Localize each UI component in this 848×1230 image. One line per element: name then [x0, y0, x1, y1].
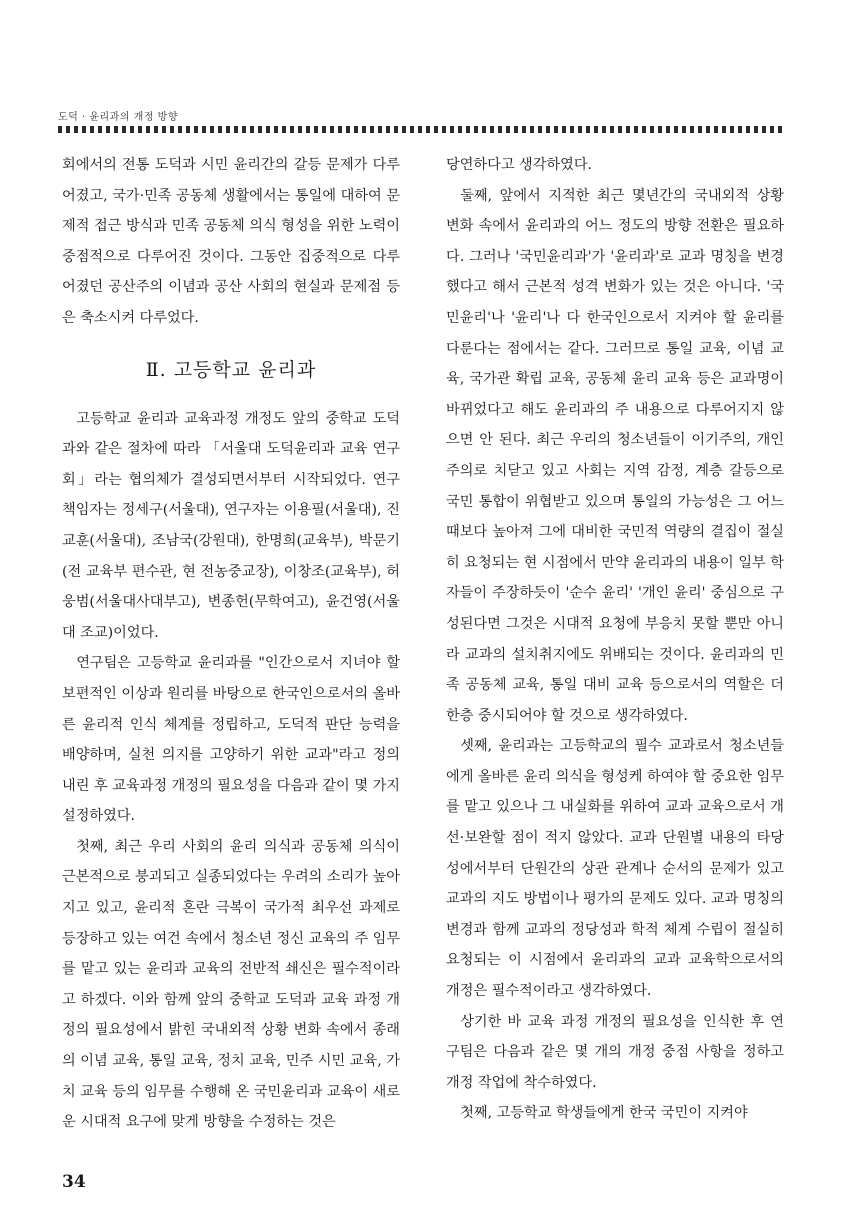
dotted-header-rule [58, 126, 786, 133]
section-heading: Ⅱ. 고등학교 윤리과 [145, 358, 317, 381]
left-paragraph-4: 첫째, 최근 우리 사회의 윤리 의식과 공동체 의식이 근본적으로 붕괴되고 실종되었다는 우려의 소리가 높아지고 있고, 윤리적 혼란 극복이 국가적 최우선 과제로 등장하고 있는 여건 속에서 청소년 정신 교육의 주 임무를 맡고 있는 윤리과 교육의 전반적 쇄신은 필수적이라고 하겠다. 이와 함께 앞의 중학교 도덕과 교육 과정 개정의 필요성에서 밝힌 국내외적 상황 변화 속에서 종래의 이념 교육, 통일 교육, 정치 교육, 민주 시민 교육, 가치 교육 등의 임무를 수행해 온 국민윤리과 교육이 새로운 시대적 요구에 맞게 방향을 수정하는 것은 [62, 838, 400, 1131]
right-paragraph-2: 둘째, 앞에서 지적한 최근 몇년간의 국내외적 상황 변화 속에서 윤리과의 어느 정도의 방향 전환은 필요하다. 그러나 '국민윤리과'가 '윤리과'로 교과 명칭을 변경했다고 해서 근본적 성격 변화가 있는 것은 아니다. '국민윤리'나 '윤리'나 다 한국인으로서 지켜야 할 윤리를 다룬다는 점에서는 같다. 그러므로 통일 교육, 이념 교육, 국가관 확립 교육, 공동체 윤리 교육 등은 교과명이 바뀌었다고 해도 윤리과의 주 내용으로 다루어지지 않으면 안 된다. 최근 우리의 청소년들이 이기주의, 개인주의로 치닫고 있고 사회는 지역 감정, 계층 갈등으로 국민 통합이 위협받고 있으며 통일의 가능성은 그 어느 때보다 높아져 그에 대비한 국민적 역량의 결집이 절실히 요청되는 현 시점에서 만약 윤리과의 내용이 일부 학자들이 주장하듯이 '순수 윤리' '개인 윤리' 중심으로 구성된다면 그것은 시대적 요청에 부응치 못할 뿐만 아니라 교과의 설치취지에도 위배되는 것이다. 윤리과의 민족 공동체 교육, 통일 대비 교육 등으로서의 역할은 더 한층 중시되어야 할 것으로 생각하였다. [446, 187, 784, 724]
left-paragraph-2: 고등학교 윤리과 교육과정 개정도 앞의 중학교 도덕과와 같은 절차에 따라 「서울대 도덕윤리과 교육 연구회」라는 협의체가 결성되면서부터 시작되었다. 연구 책임자는 정세구(서울대), 연구자는 이용필(서울대), 진교훈(서울대), 조남국(강원대), 한명희(교육부), 박문기(전 교육부 편수관, 현 전농중교장), 이창조(교육부), 허웅범(서울대사대부고), 변종헌(무학여고), 윤건영(서울대 조교)이었다. [62, 410, 400, 641]
left-paragraph-1: 회에서의 전통 도덕과 시민 윤리간의 갈등 문제가 다루어졌고, 국가·민족 공동체 생활에서는 통일에 대하여 문제적 접근 방식과 민족 공동체 의식 형성을 위한 노력이 중점적으로 다루어진 것이다. 그동안 집중적으로 다루어졌던 공산주의 이념과 공산 사회의 현실과 문제점 등은 축소시켜 다루었다. [62, 157, 400, 326]
right-paragraph-5: 첫째, 고등학교 학생들에게 한국 국민이 지켜야 [460, 1105, 748, 1122]
page-number: 34 [62, 1172, 86, 1192]
right-paragraph-4: 상기한 바 교육 과정 개정의 필요성을 인식한 후 연구팀은 다음과 같은 몇 개의 개정 중점 사항을 정하고 개정 작업에 착수하였다. [446, 1013, 784, 1091]
right-paragraph-3: 셋째, 윤리과는 고등학교의 필수 교과로서 청소년들에게 올바른 윤리 의식을 형성케 하여야 할 중요한 임무를 맡고 있으나 그 내실화를 위하여 교과 교육으로서 개선·보완할 점이 적지 않았다. 교과 단원별 내용의 타당성에서부터 단원간의 상관 관계나 순서의 문제가 있고 교과의 지도 방법이나 평가의 문제도 있다. 교과 명칭의 변경과 함께 교과의 정당성과 학적 체계 수립이 절실히 요청되는 이 시점에서 윤리과의 교과 교육학으로서의 개정은 필수적이라고 생각하였다. [446, 738, 784, 1000]
left-column [62, 150, 400, 1138]
right-column [446, 150, 784, 1129]
running-header: 도덕 · 윤리과의 개정 방향 [58, 112, 178, 123]
right-paragraph-1: 당연하다고 생각하였다. [446, 157, 593, 173]
left-paragraph-3: 연구팀은 고등학교 윤리과를 "인간으로서 지녀야 할 보편적인 이상과 원리를 바탕으로 한국인으로서의 올바른 윤리적 인식 체계를 정립하고, 도덕적 판단 능력을 배양하며, 실천 의지를 고양하기 위한 교과"라고 정의 내린 후 교육과정 개정의 필요성을 다음과 같이 몇 가지 설정하였다. [62, 655, 400, 825]
